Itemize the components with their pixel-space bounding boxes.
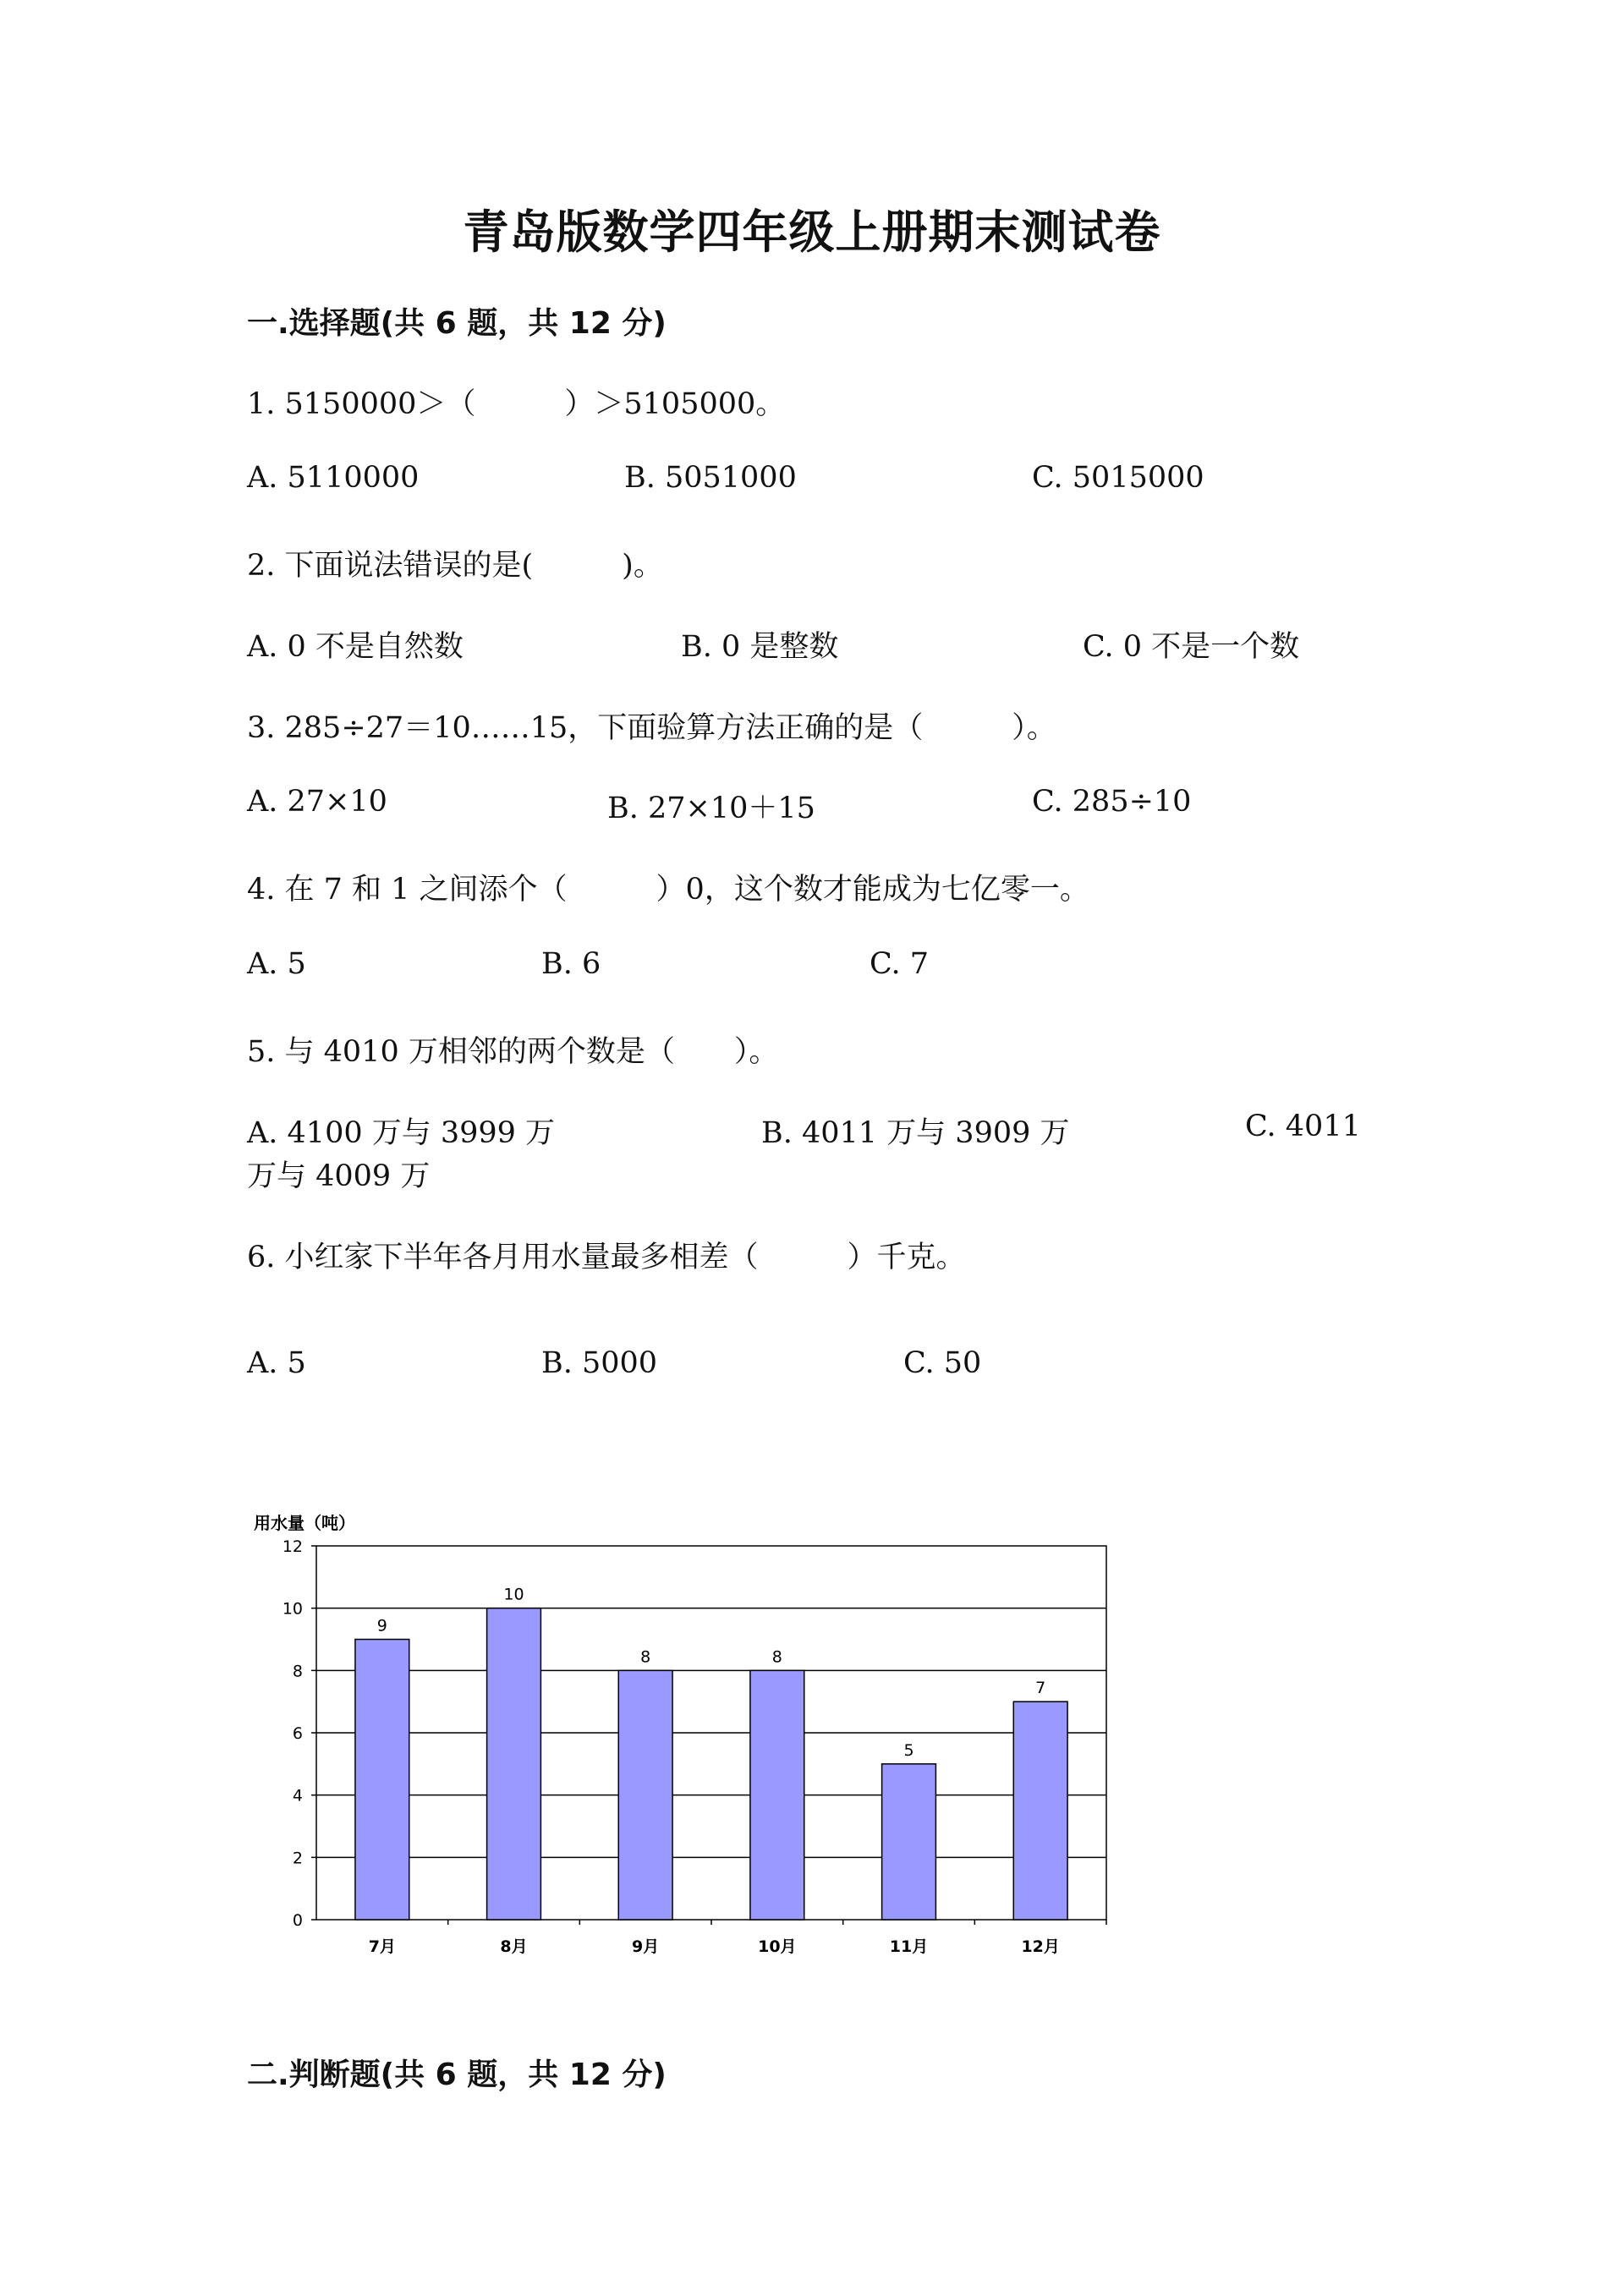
y-axis-title: 用水量（吨） <box>254 1513 355 1533</box>
x-tick-label: 8月 <box>500 1937 528 1956</box>
water-usage-bar-chart <box>245 1505 1133 1979</box>
y-tick-label: 0 <box>292 1911 303 1930</box>
question-2-option-b: B. 0 是整数 <box>681 630 839 664</box>
question-1-stem: 1. 5150000＞（ ）＞5105000。 <box>247 387 786 421</box>
bar <box>355 1640 409 1921</box>
y-tick-label: 8 <box>292 1662 303 1681</box>
x-tick-label: 7月 <box>368 1937 396 1956</box>
question-5-option-c-continued: 万与 4009 万 <box>247 1159 431 1193</box>
bar-value-label: 8 <box>640 1647 651 1667</box>
question-3-stem: 3. 285÷27＝10……15，下面验算方法正确的是（ ）。 <box>247 711 1056 745</box>
question-3-option-b: B. 27×10＋15 <box>607 792 815 825</box>
question-4-option-b: B. 6 <box>541 947 601 981</box>
question-6-stem: 6. 小红家下半年各月用水量最多相差（ ）千克。 <box>247 1241 966 1274</box>
bar <box>618 1670 672 1920</box>
y-tick-label: 4 <box>292 1786 303 1806</box>
bar <box>487 1608 541 1920</box>
question-3-option-c: C. 285÷10 <box>1032 785 1192 819</box>
question-6-option-b: B. 5000 <box>541 1346 658 1380</box>
y-tick-label: 12 <box>282 1537 303 1556</box>
bar-value-label: 5 <box>903 1740 914 1760</box>
question-5-option-b: B. 4011 万与 3909 万 <box>761 1116 1070 1150</box>
question-5-option-c: C. 4011 <box>1245 1110 1361 1143</box>
y-tick-label: 6 <box>292 1724 303 1743</box>
bar <box>1013 1701 1067 1920</box>
question-2-stem: 2. 下面说法错误的是( )。 <box>247 549 663 583</box>
x-tick-label: 10月 <box>758 1937 797 1956</box>
bar-value-label: 10 <box>503 1585 524 1604</box>
question-1-option-b: B. 5051000 <box>624 461 797 495</box>
question-1-option-c: C. 5015000 <box>1032 461 1204 495</box>
question-3-option-a: A. 27×10 <box>247 785 387 819</box>
bar-value-label: 9 <box>376 1616 387 1636</box>
question-4-option-a: A. 5 <box>247 947 306 981</box>
section-heading-choice: 一.选择题(共 6 题，共 12 分) <box>247 306 667 341</box>
x-tick-label: 9月 <box>632 1937 660 1956</box>
question-4-option-c: C. 7 <box>870 947 930 981</box>
page-title: 青岛版数学四年级上册期末测试卷 <box>463 205 1161 259</box>
bar <box>750 1670 804 1920</box>
question-1-option-a: A. 5110000 <box>247 461 420 495</box>
question-2-option-c: C. 0 不是一个数 <box>1083 630 1300 664</box>
question-2-option-a: A. 0 不是自然数 <box>247 630 464 664</box>
bar-value-label: 8 <box>771 1647 782 1667</box>
bar-value-label: 7 <box>1035 1679 1046 1698</box>
question-5-stem: 5. 与 4010 万相邻的两个数是（ ）。 <box>247 1035 779 1069</box>
x-tick-label: 12月 <box>1021 1937 1060 1956</box>
water-usage-chart <box>245 1505 1133 1979</box>
section-heading-judgement: 二.判断题(共 6 题，共 12 分) <box>247 2058 667 2092</box>
y-tick-label: 10 <box>282 1599 303 1619</box>
question-6-option-a: A. 5 <box>247 1346 306 1380</box>
question-5-option-a: A. 4100 万与 3999 万 <box>247 1116 556 1150</box>
question-4-stem: 4. 在 7 和 1 之间添个（ ）0，这个数才能成为七亿零一。 <box>247 873 1089 907</box>
y-tick-label: 2 <box>292 1849 303 1868</box>
x-tick-label: 11月 <box>889 1937 929 1956</box>
bar <box>882 1764 936 1920</box>
question-6-option-c: C. 50 <box>903 1346 982 1380</box>
